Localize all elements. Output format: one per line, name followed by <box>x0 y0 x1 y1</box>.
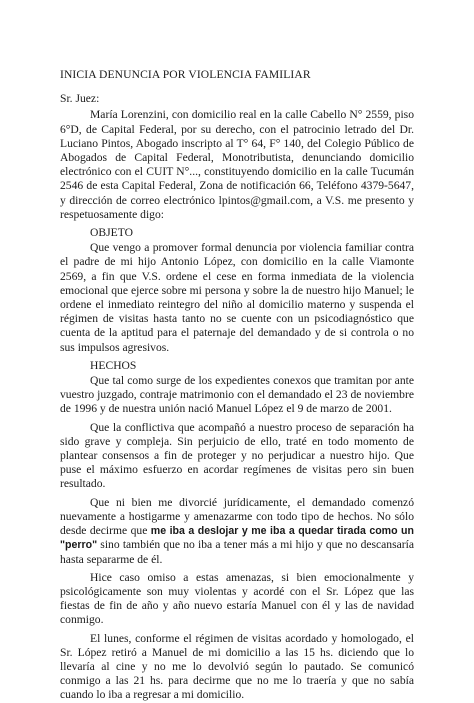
document-title: INICIA DENUNCIA POR VIOLENCIA FAMILIAR <box>60 68 311 81</box>
salutation: Sr. Juez: <box>60 92 100 106</box>
hechos-paragraph-5: El lunes, conforme el régimen de visitas acordado y homologado, el Sr. López retiró a Manuel de mi domicilio a las 15 hs. diciendo que lo llevaría al cine y no me lo devolvió según lo pautado. Se comunicó conmigo a las 21 hs. para decirme que no me lo traería y que no sabía cuando lo iba a regresar a mi domicilio. <box>60 631 414 702</box>
hechos-paragraph-1: Que tal como surge de los expedientes conexos que tramitan por ante vuestro juzgado, contraje matrimonio con el demandado el 23 de noviembre de 1996 y de nuestra unión nació Manuel López el 9 de marzo de 2001. <box>60 374 414 416</box>
hechos-paragraph-3-part-b: sino también que no iba a tener más a mi hijo y que no descansaría hasta separarme de él. <box>60 538 414 566</box>
intro-paragraph: María Lorenzini, con domicilio real en la calle Cabello N° 2559, piso 6°D, de Capital Federal, por su derecho, con el patrocinio letrado del Dr. Luciano Pintos, Abogado inscripto al T° 64, F° 140, del Colegio Público de Abogados de Capital Federal, Monotributista, denunciando domicilio electrónico con el CUIT N°..., constituyendo domicilio en la calle Tucumán 2546 de esta Capital Federal, Zona de notificación 66, Teléfono 4379-5647, y dirección de correo electrónico lpintos@gmail.com, a V.S. me presento y respetuosamente digo: <box>60 108 414 221</box>
hechos-paragraph-3-bold-quote: me iba a deslojar y me iba a quedar tirada como un "perro" <box>60 525 415 552</box>
hechos-paragraph-3-part-a: Que ni bien me divorcié jurídicamente, el demandado comenzó nuevamente a hostigarme y amenazarme con todo tipo de hechos. No sólo desde decirme que <box>60 495 414 538</box>
hechos-paragraph-3 <box>60 496 414 567</box>
section-heading-objeto: OBJETO <box>90 226 133 240</box>
objeto-paragraph: Que vengo a promover formal denuncia por violencia familiar contra el padre de mi hijo Antonio López, con domicilio en la calle Viamonte 2569, a fin que V.S. ordene el cese en forma inmediata de la violencia emocional que ejerce sobre mi persona y sobre la de nuestro hijo Manuel; le ordene el inmediato reintegro del niño al domicilio materno y suspenda el régimen de visitas hasta tanto no se cuente con un psicodiagnóstico que cuenta de la aptitud para el paternaje del demandado y de si controla o no sus impulsos agresivos. <box>60 241 414 354</box>
section-heading-hechos: HECHOS <box>90 358 137 372</box>
hechos-paragraph-2: Que la conflictiva que acompañó a nuestro proceso de separación ha sido grave y compleja. Sin perjuicio de ello, traté en todo momento de plantear consensos a fin de proteger y no perjudicar a nuestro hijo. Que puse el máximo esfuerzo en acordar regímenes de visitas pero sin buen resultado. <box>60 420 414 491</box>
hechos-paragraph-4: Hice caso omiso a estas amenazas, si bien emocionalmente y psicológicamente son muy violentas y acordé con el Sr. López que las fiestas de fin de año y año nuevo estaría Manuel con él y las de navidad conmigo. <box>60 570 414 627</box>
